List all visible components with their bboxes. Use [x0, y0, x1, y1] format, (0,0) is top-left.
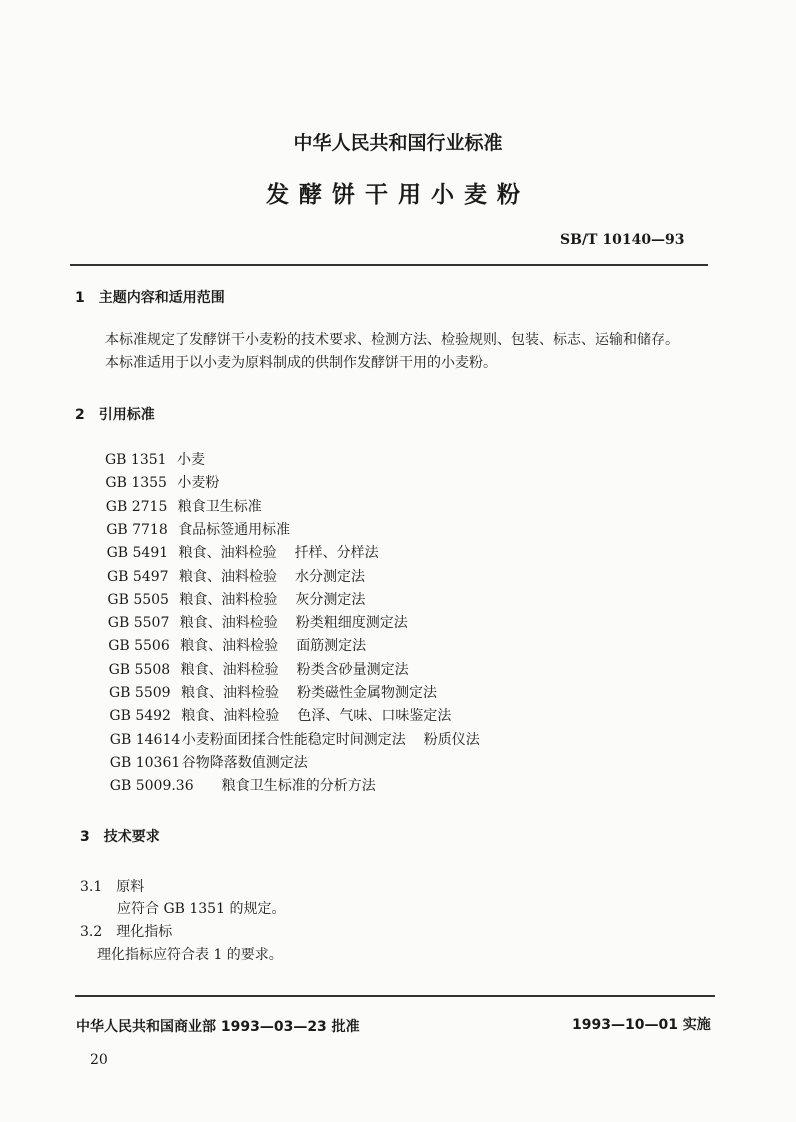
org-title: 中华人民共和国行业标准	[293, 132, 503, 154]
reference-number: GB 5491	[106, 545, 169, 562]
reference-title: 小麦粉面团揉合性能稳定时间测定法	[181, 731, 406, 748]
reference-title: 粮食、油料检验	[181, 685, 279, 701]
reference-subtitle: 灰分测定法	[295, 591, 366, 608]
reference-item	[108, 635, 366, 655]
reference-title: 粮食、油料检验	[180, 638, 279, 655]
reference-number: GB 2715	[105, 498, 168, 515]
section32-text: 理化指标应符合表 1 的要求。	[97, 947, 283, 963]
reference-subtitle: 粉类粗细度测定法	[295, 615, 408, 632]
section3-heading: 3 技术要求	[80, 829, 160, 845]
approval-line: 中华人民共和国商业部 1993—03—23 批准	[76, 1019, 360, 1035]
reference-item	[107, 589, 365, 609]
reference-item	[109, 682, 437, 702]
section1-heading: 1 主题内容和适用范围	[75, 290, 225, 306]
reference-subtitle: 粉类磁性金属物测定法	[297, 685, 437, 701]
reference-number: GB 1351	[105, 452, 167, 468]
section31-text: 应符合 GB 1351 的规定。	[117, 901, 286, 917]
reference-number: GB 5009.36	[109, 778, 194, 795]
section1-paragraph: 本标准规定了发酵饼干小麦粉的技术要求、检测方法、检验规则、包装、标志、运输和储存。	[105, 332, 679, 348]
reference-subtitle: 粉类含砂量测定法	[296, 661, 409, 678]
reference-subtitle: 面筋测定法	[296, 638, 367, 655]
reference-subtitle: 水分测定法	[295, 568, 365, 585]
reference-title: 粮食、油料检验	[179, 591, 278, 608]
reference-item	[109, 659, 409, 679]
page-number: 20	[90, 1052, 108, 1068]
reference-item	[107, 542, 379, 562]
reference-title: 小麦	[177, 452, 205, 468]
reference-title: 谷物降落数值测定法	[181, 754, 308, 771]
reference-title: 粮食、油料检验	[181, 708, 280, 725]
reference-number: GB 5492	[109, 708, 171, 725]
reference-subtitle: 粉质仪法	[423, 731, 480, 748]
effective-date: 1993—10—01 实施	[572, 1017, 711, 1033]
reference-title: 粮食、油料检验	[178, 545, 277, 562]
reference-number: GB 5507	[107, 615, 170, 632]
reference-title: 食品标签通用标准	[178, 521, 291, 538]
section31-heading: 3.1 原料	[80, 879, 145, 895]
header-divider	[70, 264, 708, 266]
reference-number: GB 5497	[107, 568, 169, 585]
document-title: 发酵饼干用小麦粉	[266, 182, 530, 208]
reference-number: GB 5505	[107, 591, 169, 608]
reference-subtitle: 色泽、气味、口味鉴定法	[297, 708, 452, 725]
reference-number: GB 5508	[108, 661, 171, 678]
reference-number: GB 7718	[106, 521, 168, 538]
reference-title: 粮食、油料检验	[180, 661, 279, 678]
reference-item	[110, 775, 376, 795]
standard-code: SB/T 10140—93	[560, 232, 685, 248]
reference-number: GB 1355	[105, 475, 167, 492]
section32-heading: 3.2 理化指标	[80, 924, 173, 940]
footer-divider	[75, 995, 715, 997]
section1-paragraph: 本标准适用于以小麦为原料制成的供制作发酵饼干用的小麦粉。	[105, 355, 497, 371]
reference-item	[109, 705, 451, 725]
reference-title: 粮食卫生标准的分析方法	[221, 778, 376, 795]
reference-item	[106, 519, 290, 539]
reference-title: 粮食、油料检验	[179, 615, 278, 632]
reference-subtitle: 扦样、分样法	[294, 545, 379, 562]
reference-title: 粮食、油料检验	[179, 568, 277, 585]
reference-title: 小麦粉	[177, 475, 220, 492]
reference-title: 粮食卫生标准	[177, 498, 262, 515]
reference-item	[105, 449, 205, 469]
reference-number: GB 10361	[109, 754, 181, 771]
reference-number: GB 5506	[108, 638, 170, 655]
reference-item	[108, 612, 408, 632]
reference-number: GB 14614	[109, 731, 181, 748]
section2-heading: 2 引用标准	[75, 407, 155, 423]
reference-item	[107, 566, 365, 586]
reference-item	[105, 472, 219, 492]
reference-item	[106, 496, 262, 516]
reference-number: GB 5509	[109, 685, 171, 701]
reference-item	[110, 752, 308, 772]
reference-item	[110, 729, 480, 749]
